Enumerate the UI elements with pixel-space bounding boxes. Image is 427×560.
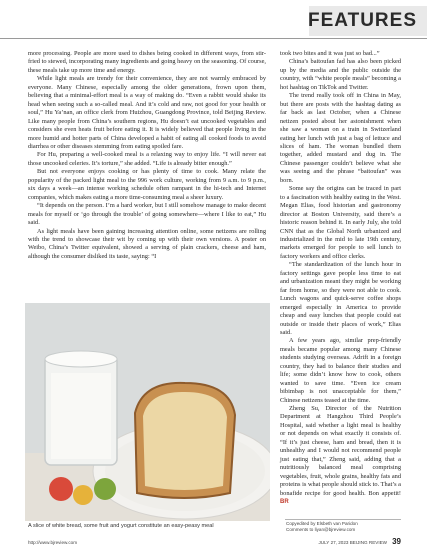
left-paragraph: For Hu, preparing a well-cooked meal is a relaxing way to enjoy life. “I will never eat those uncooked celeries. It’s torture,” she added. “Life is already bitter enough.” [28,151,266,167]
right-paragraph: took two bites and it was just so bad...” [280,50,380,57]
page-header [0,0,427,40]
left-paragraph: While light meals are trendy for their convenience, they are not warmly embraced by everyone. Many Chinese, especially among the older generations, frown upon them, believing that a minimal-effort meal is a way of making do. “Even a rabbit would shake its head when seeing such a so-called meal. And it’s cold and raw, not good for your health or soul,” Hu Ya’nan, an office clerk from Huizhou, Guangdong Province, told Beijing Review. Like many people from China’s southern regions, Hu doesn’t eat uncooked vegetables and considers she even heats fruit before eating it. It is widely believed that people living in the more humid and hotter parts of China developed a habit of eating all cooked foods to avoid diarrhea or other diseases stemming from eating spoiled fare. [28,75,266,150]
copyedited-line: Copyedited by Elsbeth van Paridon [286,521,358,526]
food-photo-illustration [25,303,270,521]
right-paragraph: The trend really took off in China in May, but there are posts with the hashtag dating as far back as last October, when a Chinese netizen posted about her astonishment when she saw a woman on a train in Switzerland eating her lunch with just a bag of lettuce and slices of ham. The woman bundled them together, added mustard and dug in. The Chinese passenger couldn’t believe what she was seeing and the phrase “baitoufan” was born. [280,92,401,184]
left-column [28,50,266,261]
right-paragraph: Some say the origins can be traced in part to a fascination with healthy eating in the West. Megan Elias, food historian and gastronomy director at Boston University, said there’s a historic reason behind it. In early July, she told CNN that as the Global North urbanized and industrialized in the mid to late 19th century, markets emerged for people to sell lunch to factory workers and office clerks. [280,185,401,260]
right-paragraph: Zheng Su, Director of the Nutrition Department at Hangzhou Third People’s Hospital, said whether a light meal is healthy or not depends on what exactly it consists of. “If it’s just cheese, ham and bread, then it is unhealthy and I would not recommend people just eating that,” Zheng said, adding that a nutritiously balanced meal comprising vegetables, fruit, whole grains, healthy fats and proteins is what people should stick to. That’s a bonafide recipe for good health. Bon appetit! [280,405,401,497]
right-paragraph: A few years ago, similar prep-friendly meals became popular among many Chinese students studying overseas. Adrift in a foreign country, they had to balance their studies and life; some didn’t know how to cook, others wanted to save time. “Even ice cream bibimbap is not unacceptable for them,” Chinese netizens teased at the time. [280,337,401,404]
left-paragraph: But not everyone enjoys cooking or has plenty of time to cook. Many relate the popularity of the packed light meal to the 996 work culture, working from 9 a.m. to 9 p.m., six days a week—an intense working schedule often rampant in the hi-tech and Internet companies, which makes eating a more time-consuming meal a sheer luxury. [28,168,266,201]
left-paragraph: more processing. People are more used to dishes being cooked in different ways, from stir-fried to stewed, incorporating many ingredients and going heavy on the seasoning. Of course, these meals take up more time and energy. [28,50,266,74]
credits [286,521,406,532]
header-rule [0,38,427,39]
photo-caption: A slice of white bread, some fruit and yogurt constitute an easy-peasy meal [28,523,214,529]
food-photo [25,303,270,521]
left-paragraph: As light meals have been gaining increasing attention online, some netizens are rolling with the trend to showcase their wit by coming up with their own versions. A poster on Weibo, China’s Twitter equivalent, showed a serving of plain crackers, cheese and ham, although the consumer disliked its taste, saying: “I [28,227,266,260]
left-paragraph: “It depends on the person. I’m a hard worker, but I still somehow manage to make decent meals for myself or ‘go through the trouble’ of going somewhere—where I like to eat,” Hu said. [28,202,266,227]
section-title: FEATURES [308,10,417,31]
page-number: 39 [392,537,401,546]
footer-date: JULY 27, 2023 BEIJING REVIEW [318,540,387,545]
comments-line: Comments to liyan@bjreview.com [286,526,356,532]
credits-rule [285,519,401,520]
right-paragraph: China’s baitoufan fad has also been picked up by the media and the public outside the country, with “white people meals” becoming a hot hashtag on TikTok and Twitter. [280,58,401,91]
right-paragraph: “The standardization of the lunch hour in factory settings gave people less time to eat and urbanization meant they might be working far from home, so they were not able to cook. Lunch wagons and quick-serve coffee shops emerged especially in America to provide cheap and easy lunches that people could eat outside or inside their places of work,” Elias said. [280,261,401,336]
right-paragraph-final [280,405,401,506]
footer-url: http://www.bjreview.com [28,540,78,545]
end-mark: BR [280,499,289,506]
right-column [280,50,401,506]
